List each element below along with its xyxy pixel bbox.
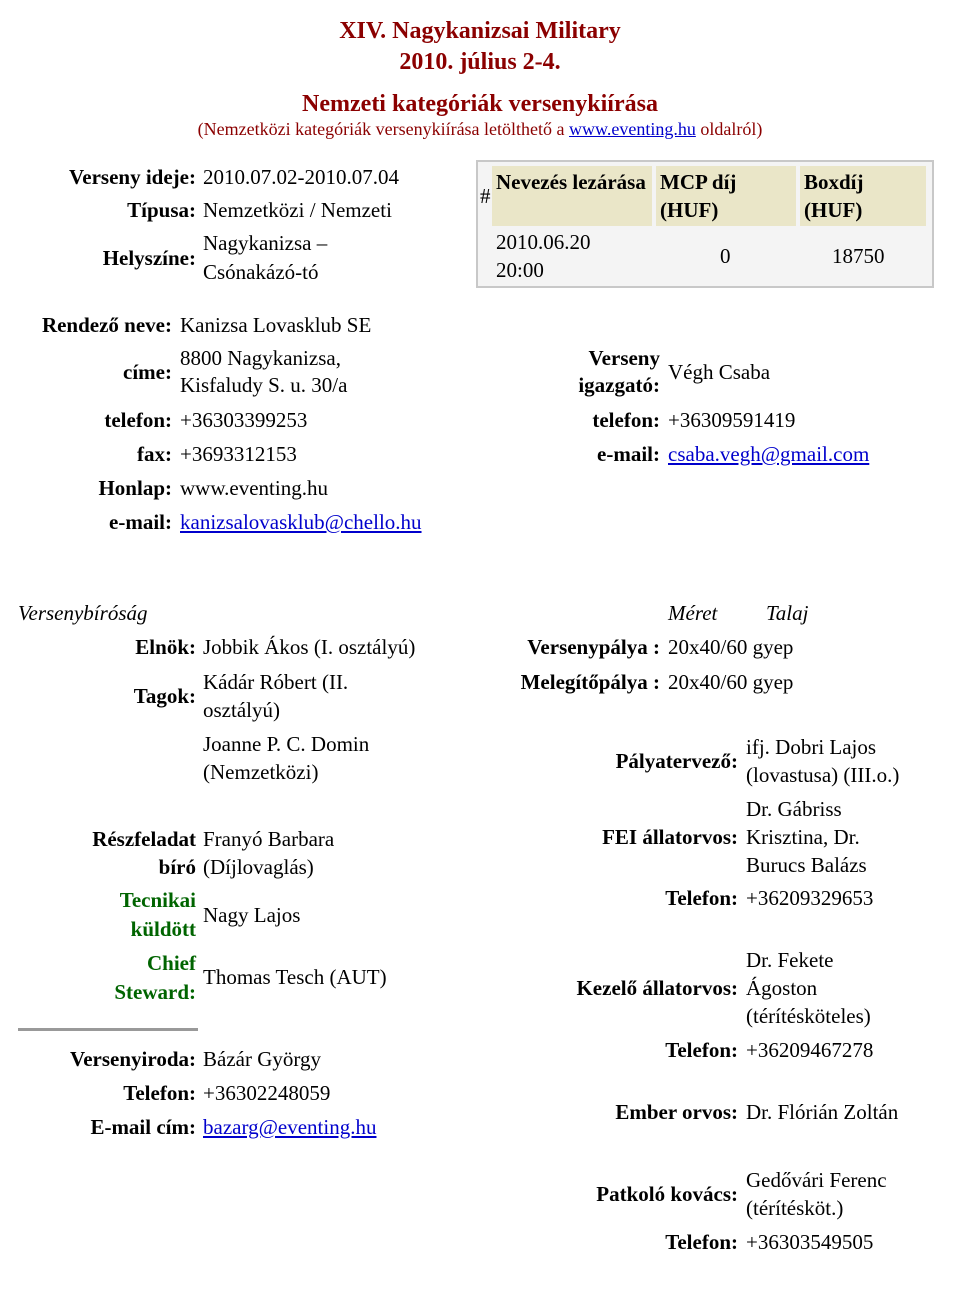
- venue-line-1: Nagykanizsa –: [203, 231, 328, 255]
- arena-label: Versenypálya :: [527, 635, 660, 659]
- treating-vet-line-1: Dr. Fekete: [746, 948, 834, 972]
- fei-vet-line-1: Dr. Gábriss: [746, 797, 842, 821]
- member-2-line-2: (Nemzetközi): [203, 760, 319, 784]
- eventing-link[interactable]: www.eventing.hu: [569, 119, 696, 139]
- office-email-link[interactable]: bazarg@eventing.hu: [203, 1115, 377, 1139]
- address-label: címe:: [123, 360, 172, 384]
- chief-steward-value: Thomas Tesch (AUT): [203, 965, 387, 989]
- venue-line-2: Csónakázó-tó: [203, 260, 319, 284]
- organizer-name: Kanizsa Lovasklub SE: [180, 313, 372, 337]
- treating-vet-line-2: Ágoston: [746, 976, 818, 1000]
- title-line-2: 2010. július 2-4.: [399, 49, 561, 75]
- warmup-value: 20x40/60 gyep: [668, 670, 794, 694]
- partial-judge-label-1: Részfeladat: [92, 827, 196, 851]
- director-label-1: Verseny: [588, 346, 660, 370]
- fei-vet-label: FEI állatorvos:: [602, 825, 738, 849]
- farrier-phone: +36303549505: [746, 1230, 874, 1254]
- arena-value: 20x40/60 gyep: [668, 635, 794, 659]
- organizer-web: www.eventing.hu: [180, 476, 328, 500]
- venue-label: Helyszíne:: [102, 246, 196, 270]
- farrier-line-2: (térítésköt.): [746, 1196, 844, 1220]
- download-note-pre: (Nemzetközi kategóriák versenykiírása letölthető a: [197, 119, 565, 139]
- partial-judge-label-2: bíró: [158, 855, 196, 879]
- organizer-phone-label: telefon:: [104, 408, 172, 432]
- office-phone-label: Telefon:: [123, 1081, 196, 1105]
- farrier-label: Patkoló kovács:: [596, 1182, 738, 1206]
- fee-header-deadline: Nevezés lezárása: [496, 170, 646, 194]
- president-label: Elnök:: [135, 635, 196, 659]
- address-line-1: 8800 Nagykanizsa,: [180, 346, 341, 370]
- date-value: 2010.07.02-2010.07.04: [203, 165, 399, 189]
- download-note: [0, 117, 960, 141]
- tech-delegate-value: Nagy Lajos: [203, 903, 301, 927]
- organizer-email-label: e-mail:: [109, 510, 172, 534]
- partial-judge-line-2: (Díjlovaglás): [203, 855, 314, 879]
- tech-delegate-label-1: Tecnikai: [119, 888, 196, 912]
- chief-steward-label-2: Steward:: [114, 980, 196, 1004]
- office-phone: +36302248059: [203, 1081, 331, 1105]
- treating-vet-phone: +36209467278: [746, 1038, 874, 1062]
- director-email-label: e-mail:: [597, 442, 660, 466]
- divider: [18, 1028, 198, 1031]
- treating-vet-label: Kezelő állatorvos:: [576, 976, 738, 1000]
- organizer-phone: +36303399253: [180, 408, 308, 432]
- treating-vet-line-3: (térítésköteles): [746, 1004, 871, 1028]
- designer-line-2: (lovastusa) (III.o.): [746, 763, 900, 787]
- warmup-label: Melegítőpálya :: [520, 670, 660, 694]
- tech-delegate-label-2: küldött: [130, 917, 196, 941]
- director-email-link[interactable]: csaba.vegh@gmail.com: [668, 442, 870, 466]
- designer-label: Pályatervező:: [615, 749, 738, 773]
- type-label: Típusa:: [127, 198, 196, 222]
- size-header: Méret: [668, 601, 718, 625]
- designer-line-1: ifj. Dobri Lajos: [746, 735, 877, 759]
- farrier-phone-label: Telefon:: [665, 1230, 738, 1254]
- fee-box-value: 18750: [832, 244, 885, 268]
- member-1-line-1: Kádár Róbert (II.: [203, 670, 349, 694]
- chief-steward-label-1: Chief: [147, 951, 196, 975]
- member-2-line-1: Joanne P. C. Domin: [203, 732, 370, 756]
- date-label: Verseny ideje:: [69, 165, 196, 189]
- download-note-post: oldalról): [700, 119, 763, 139]
- address-line-2: Kisfaludy S. u. 30/a: [180, 373, 348, 397]
- doctor-label: Ember orvos:: [615, 1100, 738, 1124]
- office-value: Bázár György: [203, 1047, 321, 1071]
- partial-judge-line-1: Franyó Barbara: [203, 827, 335, 851]
- director-label-2: igazgató:: [578, 373, 660, 397]
- president-value: Jobbik Ákos (I. osztályú): [203, 635, 416, 659]
- fee-deadline: 2010.06.20 20:00: [496, 230, 591, 282]
- subtitle: Nemzeti kategóriák versenykiírása: [302, 91, 658, 117]
- members-label: Tagok:: [133, 684, 196, 708]
- title-line-1: XIV. Nagykanizsai Military: [339, 18, 621, 44]
- fei-vet-line-3: Burucs Balázs: [746, 853, 867, 877]
- doctor-value: Dr. Flórián Zoltán: [746, 1100, 899, 1124]
- fee-header-box: Boxdíj (HUF): [804, 170, 864, 222]
- jury-heading: Versenybíróság: [18, 601, 148, 625]
- fee-mcp-value: 0: [720, 244, 731, 268]
- office-email-label: E-mail cím:: [90, 1115, 196, 1139]
- organizer-fax-label: fax:: [137, 442, 172, 466]
- fei-vet-line-2: Krisztina, Dr.: [746, 825, 860, 849]
- fei-vet-phone: +36209329653: [746, 886, 874, 910]
- organizer-fax: +3693312153: [180, 442, 297, 466]
- farrier-line-1: Gedővári Ferenc: [746, 1168, 887, 1192]
- director-phone-label: telefon:: [592, 408, 660, 432]
- director-name: Végh Csaba: [668, 360, 771, 384]
- type-value: Nemzetközi / Nemzeti: [203, 198, 392, 222]
- organizer-label: Rendező neve:: [41, 313, 172, 337]
- fee-table: [476, 160, 934, 288]
- director-phone: +36309591419: [668, 408, 796, 432]
- fei-vet-phone-label: Telefon:: [665, 886, 738, 910]
- member-1-line-2: osztályú): [203, 698, 280, 722]
- fee-header-mcp: MCP díj (HUF): [660, 170, 737, 222]
- treating-vet-phone-label: Telefon:: [665, 1038, 738, 1062]
- organizer-web-label: Honlap:: [98, 476, 172, 500]
- fee-hash: #: [480, 184, 491, 208]
- office-label: Versenyiroda:: [70, 1047, 196, 1071]
- organizer-email-link[interactable]: kanizsalovasklub@chello.hu: [180, 510, 422, 534]
- ground-header: Talaj: [766, 601, 809, 625]
